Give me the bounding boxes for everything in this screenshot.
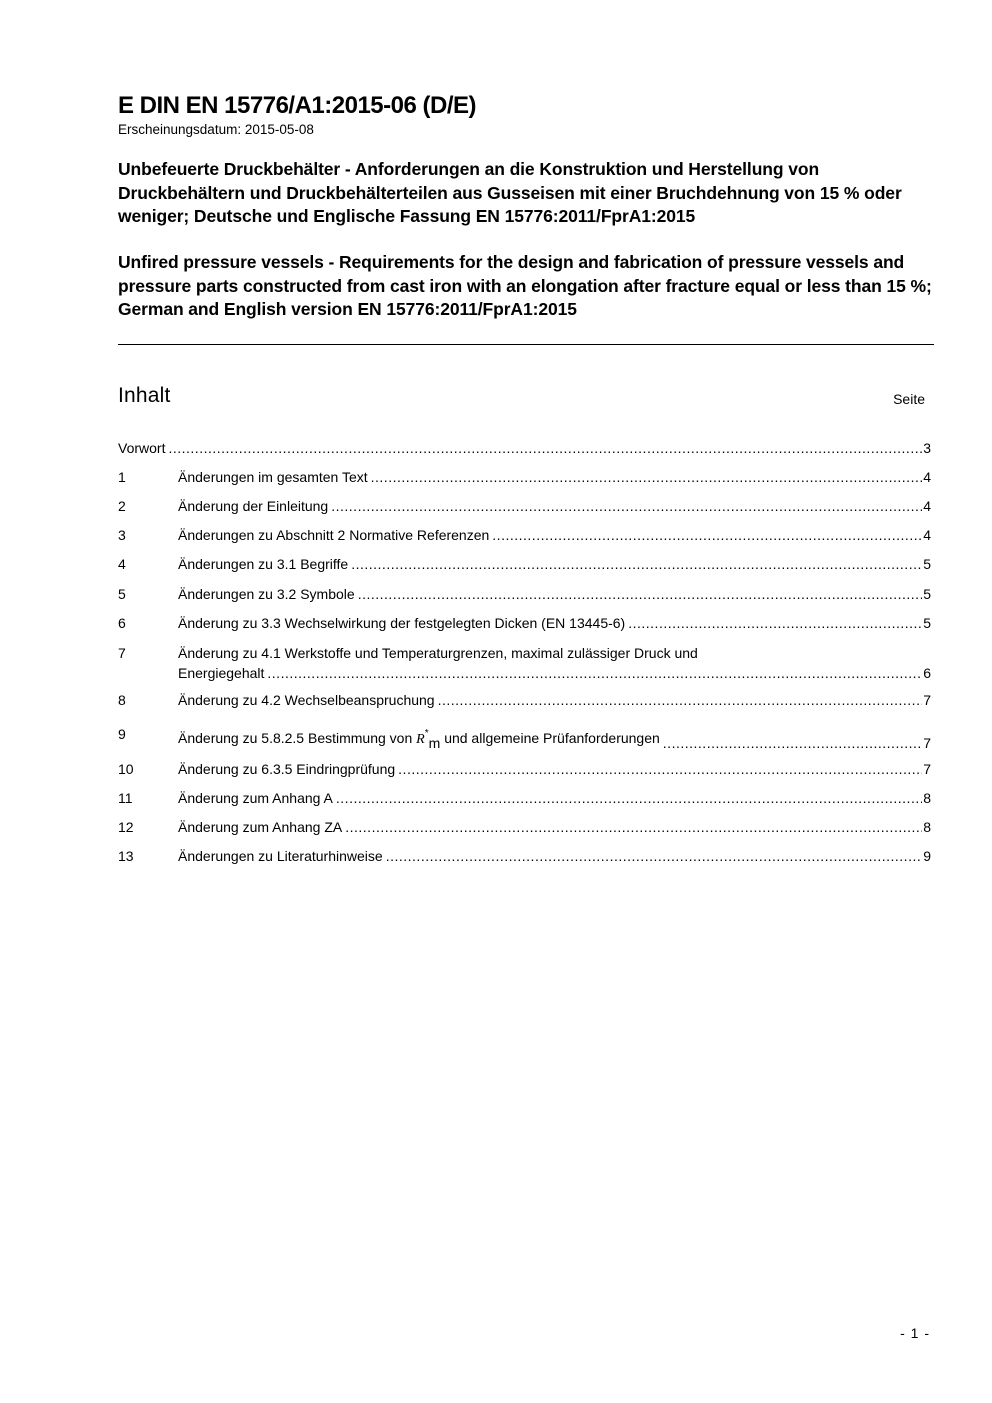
toc-entry-page: 7 <box>923 761 931 777</box>
toc-entry-title: Änderungen zu Abschnitt 2 Normative Referenzen <box>178 527 490 543</box>
toc-entry-page: 6 <box>923 665 931 681</box>
toc-entry-number: 7 <box>118 645 126 661</box>
toc-entry-title: Vorwort <box>118 440 166 456</box>
dot-leader <box>267 663 922 683</box>
toc-entry-page: 4 <box>923 527 931 543</box>
symbol-superscript: * <box>424 728 429 739</box>
toc-entry-page: 8 <box>923 819 931 835</box>
dot-leader <box>351 554 922 574</box>
dot-leader <box>168 438 922 458</box>
toc-entry-title: Änderung zu 3.3 Wechselwirkung der festgelegten Dicken (EN 13445-6) <box>178 615 626 631</box>
toc-entry-page: 4 <box>923 498 931 514</box>
toc-entry-title: Änderung zum Anhang A <box>178 790 333 806</box>
toc-entry-number: 13 <box>118 848 134 864</box>
toc-entry-title-continued: Energiegehalt <box>178 665 265 681</box>
toc-entry-page: 7 <box>923 692 931 708</box>
toc-entry-title: Änderung zu 4.1 Werkstoffe und Temperaturgrenzen, maximal zulässiger Druck und <box>178 645 698 661</box>
toc-entry-page: 7 <box>923 735 931 751</box>
dot-leader <box>628 613 922 633</box>
toc-entry-page: 9 <box>923 848 931 864</box>
dot-leader <box>398 759 922 779</box>
toc-entry-number: 2 <box>118 498 126 514</box>
toc-entry-title: Änderungen zu 3.2 Symbole <box>178 586 355 602</box>
document-id: E DIN EN 15776/A1:2015-06 (D/E) <box>118 92 476 119</box>
toc-entry-title <box>178 724 660 753</box>
toc-entry-title: Änderungen zu 3.1 Begriffe <box>178 556 349 572</box>
title-german: Unbefeuerte Druckbehälter - Anforderungen an die Konstruktion und Herstellung von Druckbehältern und Druckbehälterteilen aus Gusseisen mit einer Bruchdehnung von 15 % oder weniger; Deutsche und Englische Fassung EN 15776:2011/FprA1:2015 <box>118 159 902 226</box>
toc-entry-page: 5 <box>923 615 931 631</box>
dot-leader <box>438 690 923 710</box>
toc-entry-number: 3 <box>118 527 126 543</box>
dot-leader <box>336 788 922 808</box>
dot-leader <box>331 496 922 516</box>
toc-page-column-label: Seite <box>893 391 925 407</box>
toc-heading: Inhalt <box>118 384 171 407</box>
toc-entry-number: 4 <box>118 556 126 572</box>
toc-entry-title: Änderung zu 4.2 Wechselbeanspruchung <box>178 692 435 708</box>
title-english: Unfired pressure vessels - Requirements for the design and fabrication of pressure vessels and pressure parts constructed from cast iron with an elongation after fracture equal or less than 15 %; German and English version EN 15776:2011/FprA1:2015 <box>118 252 932 319</box>
toc-entry-title: Änderung der Einleitung <box>178 498 329 514</box>
toc-entry-title: Änderungen im gesamten Text <box>178 469 368 485</box>
toc-entry-page: 5 <box>923 586 931 602</box>
toc-entry-number: 10 <box>118 761 134 777</box>
toc-entry-number: 12 <box>118 819 134 835</box>
dot-leader <box>386 846 923 866</box>
toc-entry-title-suffix: und allgemeine Prüfanforderungen <box>444 730 660 746</box>
symbol-subscript: m <box>428 735 441 751</box>
page-number: - 1 - <box>900 1325 930 1341</box>
title-divider <box>118 344 934 345</box>
toc-entry-number: 11 <box>118 790 133 806</box>
toc-entry-title-prefix: Änderung zu 5.8.2.5 Bestimmung von <box>178 730 413 746</box>
toc-entry-title: Änderung zu 6.3.5 Eindringprüfung <box>178 761 396 777</box>
toc-entry-number: 5 <box>118 586 126 602</box>
toc-entry-page: 3 <box>923 440 931 456</box>
toc-entry[interactable] <box>118 643 931 683</box>
symbol-r: R <box>416 732 425 747</box>
toc-entry-number: 8 <box>118 692 126 708</box>
dot-leader <box>371 467 923 487</box>
toc-entry-number: 1 <box>118 469 126 485</box>
toc-entry-page: 4 <box>923 469 931 485</box>
toc-entry-title: Änderung zum Anhang ZA <box>178 819 343 835</box>
toc-entry-number: 9 <box>118 726 126 742</box>
dot-leader <box>492 525 922 545</box>
dot-leader <box>345 817 922 837</box>
publication-date: Erscheinungsdatum: 2015-05-08 <box>118 122 314 137</box>
toc-entry-page: 8 <box>923 790 931 806</box>
dot-leader <box>358 584 923 604</box>
dot-leader <box>663 733 922 753</box>
toc-entry-page: 5 <box>923 556 931 572</box>
toc-entry-title: Änderungen zu Literaturhinweise <box>178 848 383 864</box>
toc-entry-number: 6 <box>118 615 126 631</box>
